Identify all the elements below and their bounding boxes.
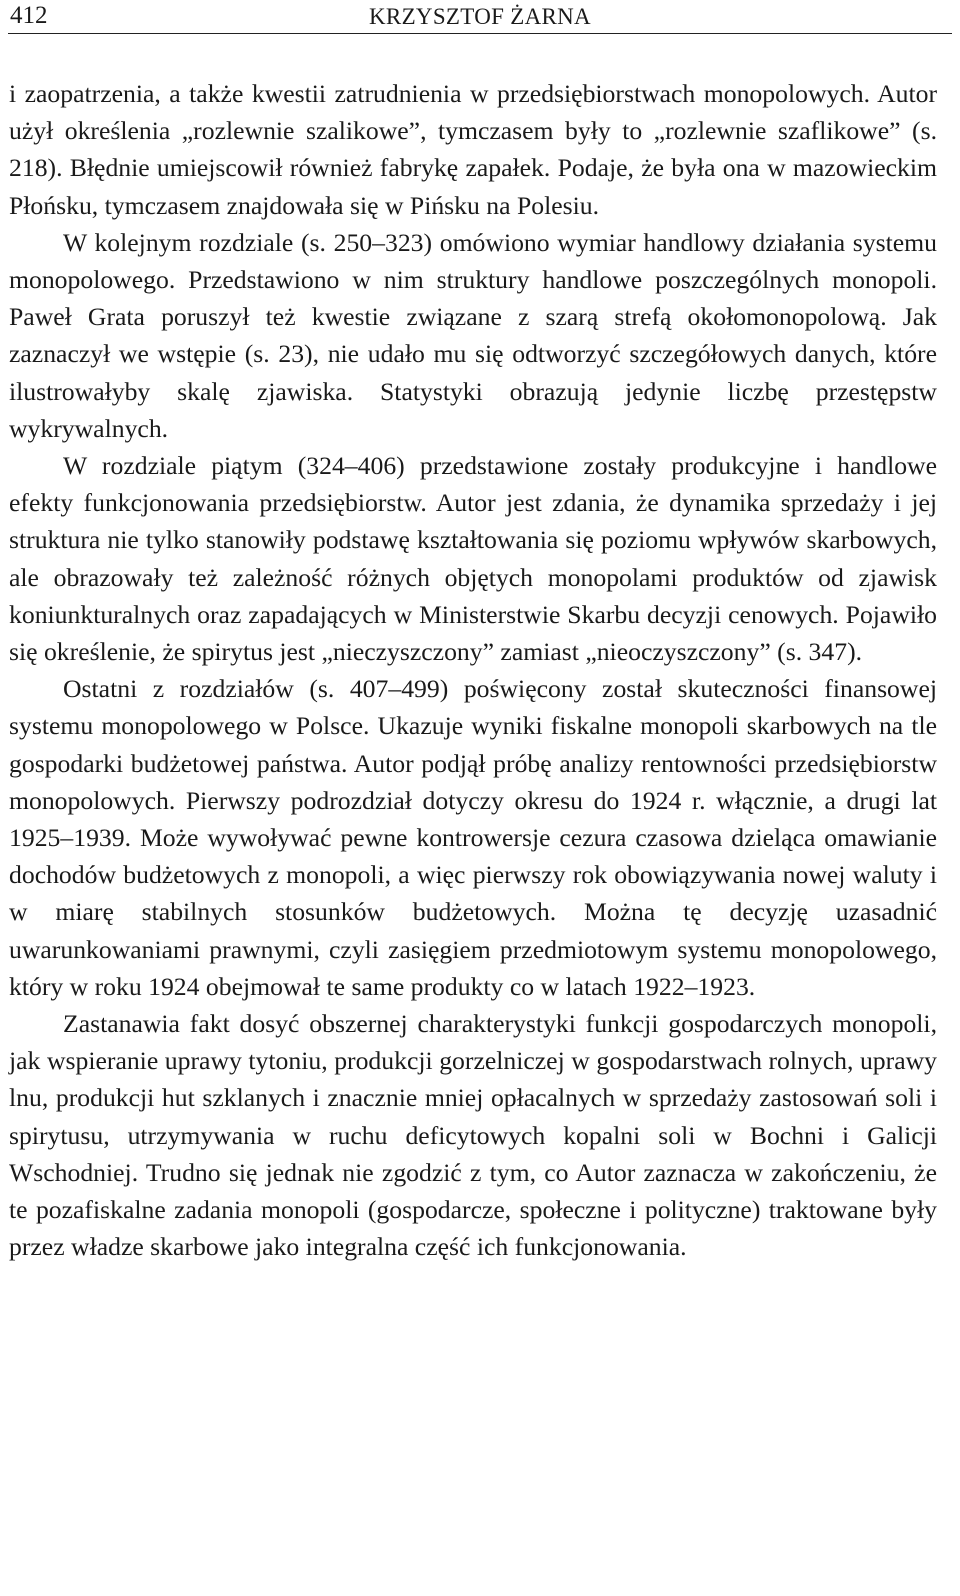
running-head: KRZYSZTOF ŻARNA [369, 4, 591, 29]
body-text [9, 75, 937, 1266]
page-number: 412 [10, 2, 48, 29]
paragraph-5: Zastanawia fakt dosyć obszernej charakterystyki funkcji gospodarczych monopoli, jak wspieranie uprawy tytoniu, produkcji gorzelniczej w gospodarstwach rolnych, uprawy lnu, produkcji hut szklanych i znacznie mniej opłacalnych w sprzedaży zastosowań soli i spirytusu, utrzymywania w ruchu deficytowych kopalni soli w Bochni i Galicji Wschodniej. Trudno się jednak nie zgodzić z tym, co Autor zaznacza w zakończeniu, że te pozafiskalne zadania monopoli (gospodarcze, społeczne i polityczne) traktowane były przez władze skarbowe jako integralna część ich funkcjonowania. [9, 1009, 937, 1262]
paragraph-4: Ostatni z rozdziałów (s. 407–499) poświęcony został skuteczności finansowej systemu monopolowego w Polsce. Ukazuje wyniki fiskalne monopoli skarbowych na tle gospodarki budżetowej państwa. Autor podjął próbę analizy rentowności przedsiębiorstw monopolowych. Pierwszy podrozdział dotyczy okresu do 1924 r. włącznie, a drugi lat 1925–1939. Może wywoływać pewne kontrowersje cezura czasowa dzieląca omawianie dochodów budżetowych z monopoli, a więc pierwszy rok obowiązywania nowej waluty i w miarę stabilnych stosunków budżetowych. Można tę decyzję uzasadnić uwarunkowaniami prawnymi, czyli zasięgiem przedmiotowym systemu monopolowego, który w roku 1924 obejmował te same produkty co w latach 1922–1923. [9, 674, 937, 1001]
paragraph-1: i zaopatrzenia, a także kwestii zatrudnienia w przedsiębiorstwach monopolowych. Autor użył określenia „rozlewnie szalikowe”, tymczasem były to „rozlewnie szaflikowe” (s. 218). Błędnie umiejscowił również fabrykę zapałek. Podaje, że była ona w mazowieckim Płońsku, tymczasem znajdowała się w Pińsku na Polesiu. [9, 79, 937, 220]
paragraph-2: W kolejnym rozdziale (s. 250–323) omówiono wymiar handlowy działania systemu monopolowego. Przedstawiono w nim struktury handlowe poszczególnych monopoli. Paweł Grata poruszył też kwestie związane z szarą strefą okołomonopolową. Jak zaznaczył we wstępie (s. 23), nie udało mu się odtworzyć szczegółowych danych, które ilustrowałyby skalę zjawiska. Statystyki obrazują jedynie liczbę przestępstw wykrywalnych. [9, 227, 937, 443]
paragraph-3: W rozdziale piątym (324–406) przedstawione zostały produkcyjne i handlowe efekty funkcjonowania przedsiębiorstw. Autor jest zdania, że dynamika sprzedaży i jej struktura nie tylko stanowiły podstawę kształtowania się poziomu wpływów skarbowych, ale obrazowały też zależność różnych objętych monopolami produktów od zjawisk koniunkturalnych oraz zapadających w Ministerstwie Skarbu decyzji cenowych. Pojawiło się określenie, że spirytus jest „nieczyszczony” zamiast „nieoczyszczony” (s. 347). [9, 451, 937, 667]
page-header [8, 0, 952, 34]
